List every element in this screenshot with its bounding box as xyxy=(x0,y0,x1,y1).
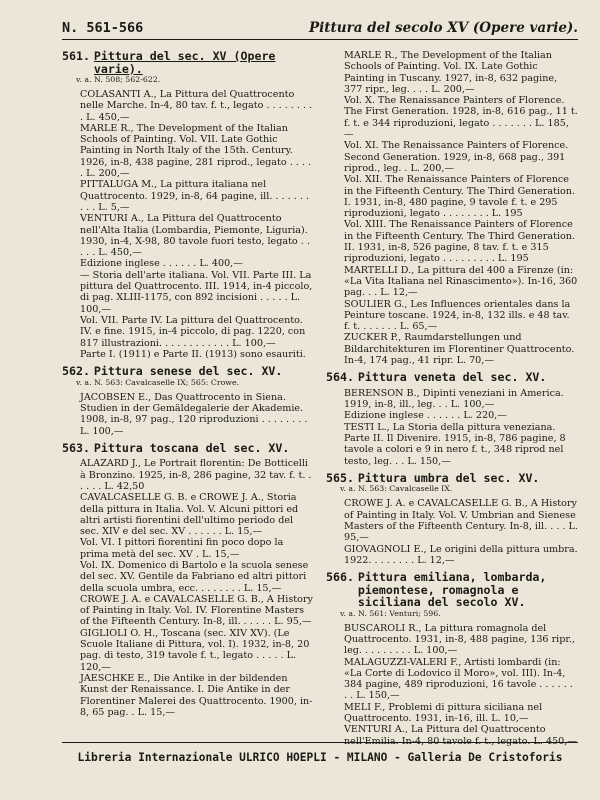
right-column xyxy=(326,50,578,747)
section-title: Pittura del sec. XV (Opere varie). xyxy=(93,49,276,76)
catalog-subentry: Vol. XII. The Renaissance Painters of Florence in the Fifteenth Century. The Third Generation. I. 1931, in-8, 480 pagine, 9 tavole f. t. e 295 riproduzioni, legato . . . . . . . . L. 195 xyxy=(344,174,576,220)
catalog-subentry: Vol. IX. Domenico di Bartolo e la scuola senese del sec. XV. Gentile da Fabriano ed altri pittori della scuola umbra, ecc. . . . . . . . L. 15,— xyxy=(80,559,309,594)
catalog-subentry: Vol. VII. Parte IV. La pittura del Quattrocento. IV. e fine. 1915, in-4 piccolo, di pag. 1220, con 817 illustrazioni. . . . . . . . . . . . L. 100,— xyxy=(80,314,306,349)
catalog-subentry: Parte I. (1911) e Parte II. (1913) sono esauriti. xyxy=(80,348,306,360)
catalog-subentry: Vol. VI. I pittori fiorentini fin poco dopo la prima metà del sec. XV . L. 15,— xyxy=(80,537,284,560)
catalog-entry: BERENSON B., Dipinti veneziani in America. 1919, in-8, ill., leg. . . L. 100,— xyxy=(344,387,564,411)
section-heading xyxy=(326,472,578,485)
catalog-entry: CROWE J. A. e CAVALCASELLE G. B., A History of Painting in Italy. Vol. IV. Florentine Masters of the Fifteenth Century. In-8, ill. . . . . . L. 95,— xyxy=(80,593,313,628)
section-cross-reference: v. a. N. 508; 562-622. xyxy=(76,75,161,84)
catalog-entry: GIGLIOLI O. H., Toscana (sec. XIV XV). (Le Scuole Italiane di Pittura, vol. I). 1932, in-8, 20 pag. di testo, 319 tavole f. t., legato . . . . . L. 120,— xyxy=(80,627,310,673)
catalog-subentry: — Storia dell'arte italiana. Vol. VII. Parte III. La pittura del Quattrocento. III. 1914, in-4 piccolo, di pag. XLIII-1175, con 892 incisioni . . . . . L. 100,— xyxy=(80,269,313,315)
catalog-entry: JAESCHKE E., Die Antike in der bildenden Kunst der Renaissance. I. Die Antike in der Florentiner Malerei des Quattrocento. 1900, in-8, 65 pag. . L. 15,— xyxy=(80,672,313,718)
section-number: 563. xyxy=(62,440,90,455)
catalog-entry: MARTELLI D., La pittura del 400 a Firenze (in: «La Vita Italiana nel Rinascimento»). In-16, 360 pag. . . L. 12,— xyxy=(344,264,578,299)
catalog-entry: CAVALCASELLE G. B. e CROWE J. A., Storia della pittura in Italia. Vol. V. Alcuni pittori ed altri artisti fiorentini dell'ultimo periodo del sec. XIV e del sec. XV . . . . . . L. 15,— xyxy=(80,492,299,538)
section-title: Pittura emiliana, lombarda, piemontese, romagnola e siciliana del secolo XV. xyxy=(357,570,547,610)
catalog-entry: GIOVAGNOLI E., Le origini della pittura umbra. 1922. . . . . . . . L. 12,— xyxy=(344,543,578,566)
section-cross-reference: v. a. N. 561: Venturi; 596. xyxy=(340,608,441,618)
catalog-entry: CROWE J. A. e CAVALCASELLE G. B., A History of Painting in Italy. Vol. V. Umbrian and Sienese Masters of the Fifteenth Century. In-8, ill. . . . L. 95,— xyxy=(344,498,578,544)
catalog-entry: BUSCAROLI R., La pittura romagnola del Quattrocento. 1931, in-8, 488 pagine, 136 ripr., leg. . . . . . . . . L. 100,— xyxy=(344,622,576,657)
catalog-entry: MELI F., Problemi di pittura siciliana nel Quattrocento. 1931, in-16, ill. L. 10,— xyxy=(344,701,543,725)
section-number: 566. xyxy=(326,570,354,585)
header-range: N. 561-566 xyxy=(62,20,144,36)
section-heading xyxy=(62,442,314,455)
section-number: 564. xyxy=(326,370,354,385)
section-title: Pittura toscana del sec. XV. xyxy=(93,440,290,455)
section-number: 565. xyxy=(326,470,354,485)
catalog-entry: ZUCKER P., Raumdarstellungen und Bildarchitekturen im Florentiner Quattrocento. In-4, 174 pag., 41 ripr. L. 70,— xyxy=(344,332,575,367)
catalog-entry: JACOBSEN E., Das Quattrocento in Siena. Studien in der Gemäldegalerie der Akademie. 1908, in-8, 97 pag., 120 riproduzioni . . . . . . . . L. 100,— xyxy=(80,391,308,437)
section-heading xyxy=(62,365,314,378)
section-heading xyxy=(326,571,578,609)
page-header xyxy=(62,20,578,40)
section-cross-reference: v. a. N. 563: Cavalcaselle IX. xyxy=(340,484,453,494)
left-column xyxy=(62,50,314,747)
columns xyxy=(62,50,578,747)
catalog-entry: PITTALUGA M., La pittura italiana nel Quattrocento. 1929, in-8, 64 pagine, ill. . . . . . . . . . L. 5,— xyxy=(80,179,309,213)
catalog-entry: MARLE R., The Development of the Italian Schools of Painting. Vol. VII. Late Gothic Painting in North Italy of the 15th. Century. 1926, in-8, 438 pagine, 281 riprod., legato . . . . . L. 200,— xyxy=(80,122,312,180)
catalog-subentry: Edizione inglese . . . . . . L. 220,— xyxy=(344,410,507,422)
catalog-entry: SOULIER G., Les Influences orientales dans la Peinture toscane. 1924, in-8, 132 ills. e 48 tav. f. t. . . . . . . L. 65,— xyxy=(344,298,571,333)
section-heading xyxy=(62,50,314,75)
catalog-entry: ALAZARD J., Le Portrait florentin: De Botticelli à Bronzino. 1925, in-8, 286 pagine, 32 tav. f. t. . . . . . L. 42,50 xyxy=(80,458,312,492)
catalog-subentry: Vol. XI. The Renaissance Painters of Florence. Second Generation. 1929, in-8, 668 pag., 391 riprod., leg. . L. 200,— xyxy=(344,140,569,174)
catalog-entry: VENTURI A., La Pittura del Quattrocento nell'Alta Italia (Lombardia, Piemonte, Liguria). 1930, in-4, X-98, 80 tavole fuori testo, legato . . . . . L. 450,— xyxy=(80,213,310,259)
catalog-entry: TESTI L., La Storia della pittura veneziana. Parte II. Il Divenire. 1915, in-8, 786 pagine, 8 tavole a colori e 9 in nero f. t., 348 riprod nel testo, leg. . . L. 150,— xyxy=(344,421,566,467)
section-number: 562. xyxy=(62,364,90,379)
section-heading xyxy=(326,371,578,384)
section-title: Pittura senese del sec. XV. xyxy=(93,364,283,379)
section-title: Pittura umbra del sec. XV. xyxy=(357,470,540,485)
section-number: 561. xyxy=(62,49,90,63)
catalog-subentry: Vol. X. The Renaissance Painters of Florence. The First Generation. 1928, in-8, 616 pag., 11 t. f. t. e 344 riproduzioni, legato . . . . . . . L. 185,— xyxy=(344,95,578,141)
catalog-entry: MARLE R., The Development of the Italian Schools of Painting. Vol. IX. Late Gothic Painting in Tuscany. 1927, in-8, 632 pagine, 377 ripr., leg. . . . L. 200,— xyxy=(344,50,558,95)
section-title: Pittura veneta del sec. XV. xyxy=(357,370,547,385)
catalog-entry: VENTURI A., La Pittura del Quattrocento nell'Emilia. In-4, 80 tavole f. t., legato. L. 450,— xyxy=(344,724,577,747)
header-title: Pittura del secolo XV (Opere varie). xyxy=(309,20,578,36)
catalog-subentry: Edizione inglese . . . . . . L. 400,— xyxy=(80,258,243,270)
catalog-subentry: Vol. XIII. The Renaissance Painters of Florence in the Fifteenth Century. The Third Generation. II. 1931, in-8, 526 pagine, 8 tav. f. t. e 315 riproduzioni, legato . . . . . . . . . L. 195 xyxy=(344,219,576,265)
catalog-entry: COLASANTI A., La Pittura del Quattrocento nelle Marche. In-4, 80 tav. f. t., legato . . . . . . . . . L. 450,— xyxy=(80,89,313,123)
catalog-entry: MALAGUZZI-VALERI F., Artisti lombardi (in: «La Corte di Lodovico il Moro», vol. III). In-4, 384 pagine, 489 riproduzioni, 16 tavole . . . . . . . . L. 150,— xyxy=(344,656,573,702)
section-cross-reference: v. a. N. 563: Cavalcaselle IX; 565: Crowe. xyxy=(76,377,240,387)
publisher-footer: Libreria Internazionale ULRICO HOEPLI - MILANO - Galleria De Cristoforis xyxy=(62,742,578,764)
